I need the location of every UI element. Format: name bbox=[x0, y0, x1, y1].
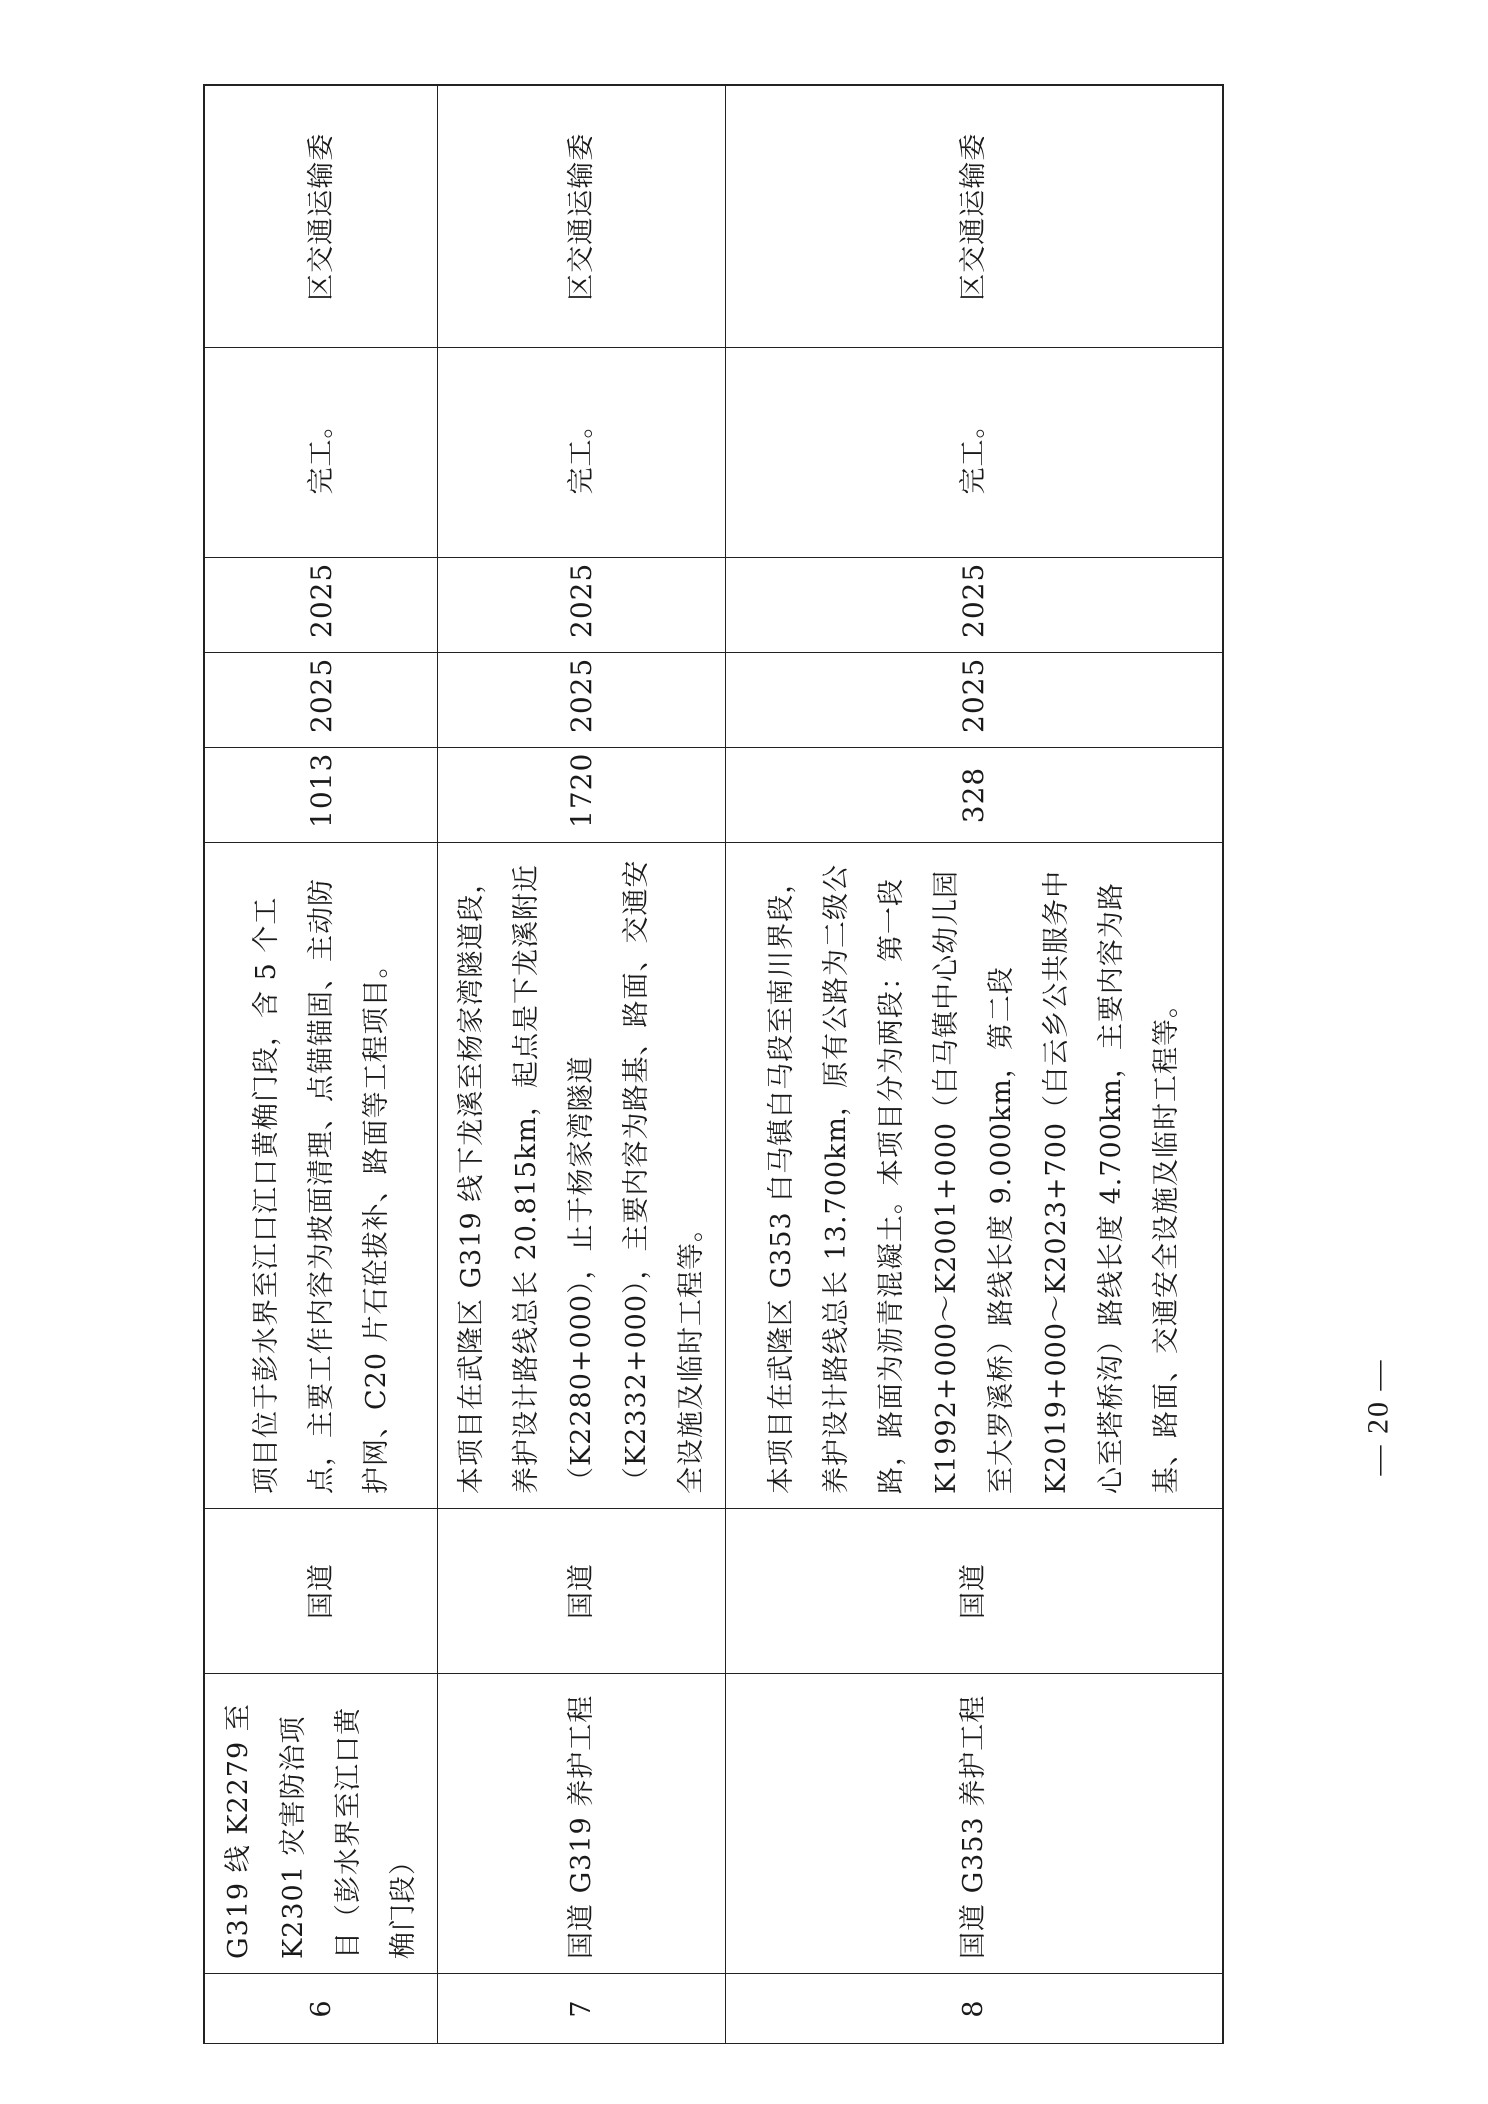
investment: 1013 bbox=[204, 748, 438, 843]
project-name: G319 线 K2279 至 K2301 灾害防治项目（彭水界至江口黄桷门段） bbox=[204, 1674, 438, 1974]
investment: 1720 bbox=[438, 748, 726, 843]
start-year: 2025 bbox=[726, 653, 1223, 748]
table-row bbox=[726, 86, 1223, 2044]
responsible-unit: 区交通运输委 bbox=[726, 86, 1223, 348]
project-content: 本项目在武隆区 G353 白马镇白马段至南川界段，养护设计路线总长 13.700km，原有公路为二级公路，路面为沥青混凝土。本项目分为两段：第一段 K1992+000～K2001+000（白马镇中心幼儿园至大罗溪桥）路线长度 9.000km，第二段 K2019+000～K2023+700（白云乡公共服务中心至塔桥沟）路线长度 4.700km，主要内容为路基、路面、交通安全设施及临时工程等。 bbox=[726, 843, 1223, 1509]
responsible-unit: 区交通运输委 bbox=[204, 86, 438, 348]
table-row bbox=[204, 86, 438, 2044]
start-year: 2025 bbox=[204, 653, 438, 748]
road-type: 国道 bbox=[438, 1509, 726, 1674]
annual-progress: 完工。 bbox=[204, 348, 438, 558]
project-content: 本项目在武隆区 G319 线下龙溪至杨家湾隧道段，养护设计路线总长 20.815km，起点是下龙溪附近（K2280+000），止于杨家湾隧道（K2332+000），主要内容为路基、路面、交通安全设施及临时工程等。 bbox=[438, 843, 726, 1509]
end-year: 2025 bbox=[204, 558, 438, 653]
annual-progress: 完工。 bbox=[438, 348, 726, 558]
end-year: 2025 bbox=[726, 558, 1223, 653]
project-name: 国道 G319 养护工程 bbox=[438, 1674, 726, 1974]
investment: 328 bbox=[726, 748, 1223, 843]
row-number: 8 bbox=[726, 1974, 1223, 2044]
road-type: 国道 bbox=[726, 1509, 1223, 1674]
row-number: 6 bbox=[204, 1974, 438, 2044]
table-row bbox=[438, 86, 726, 2044]
annual-progress: 完工。 bbox=[726, 348, 1223, 558]
row-number: 7 bbox=[438, 1974, 726, 2044]
start-year: 2025 bbox=[438, 653, 726, 748]
responsible-unit: 区交通运输委 bbox=[438, 86, 726, 348]
end-year: 2025 bbox=[438, 558, 726, 653]
project-table-sheet bbox=[203, 86, 1182, 2044]
page-number: — 20 — bbox=[1361, 1358, 1395, 1476]
road-type: 国道 bbox=[204, 1509, 438, 1674]
project-table bbox=[203, 85, 1224, 2045]
project-content: 项目位于彭水界至江口江口黄桷门段，含 5 个工点，主要工作内容为坡面清理、点锚锚固、主动防护网、C20 片石砼拔补、路面等工程项目。 bbox=[204, 843, 438, 1509]
project-name: 国道 G353 养护工程 bbox=[726, 1674, 1223, 1974]
